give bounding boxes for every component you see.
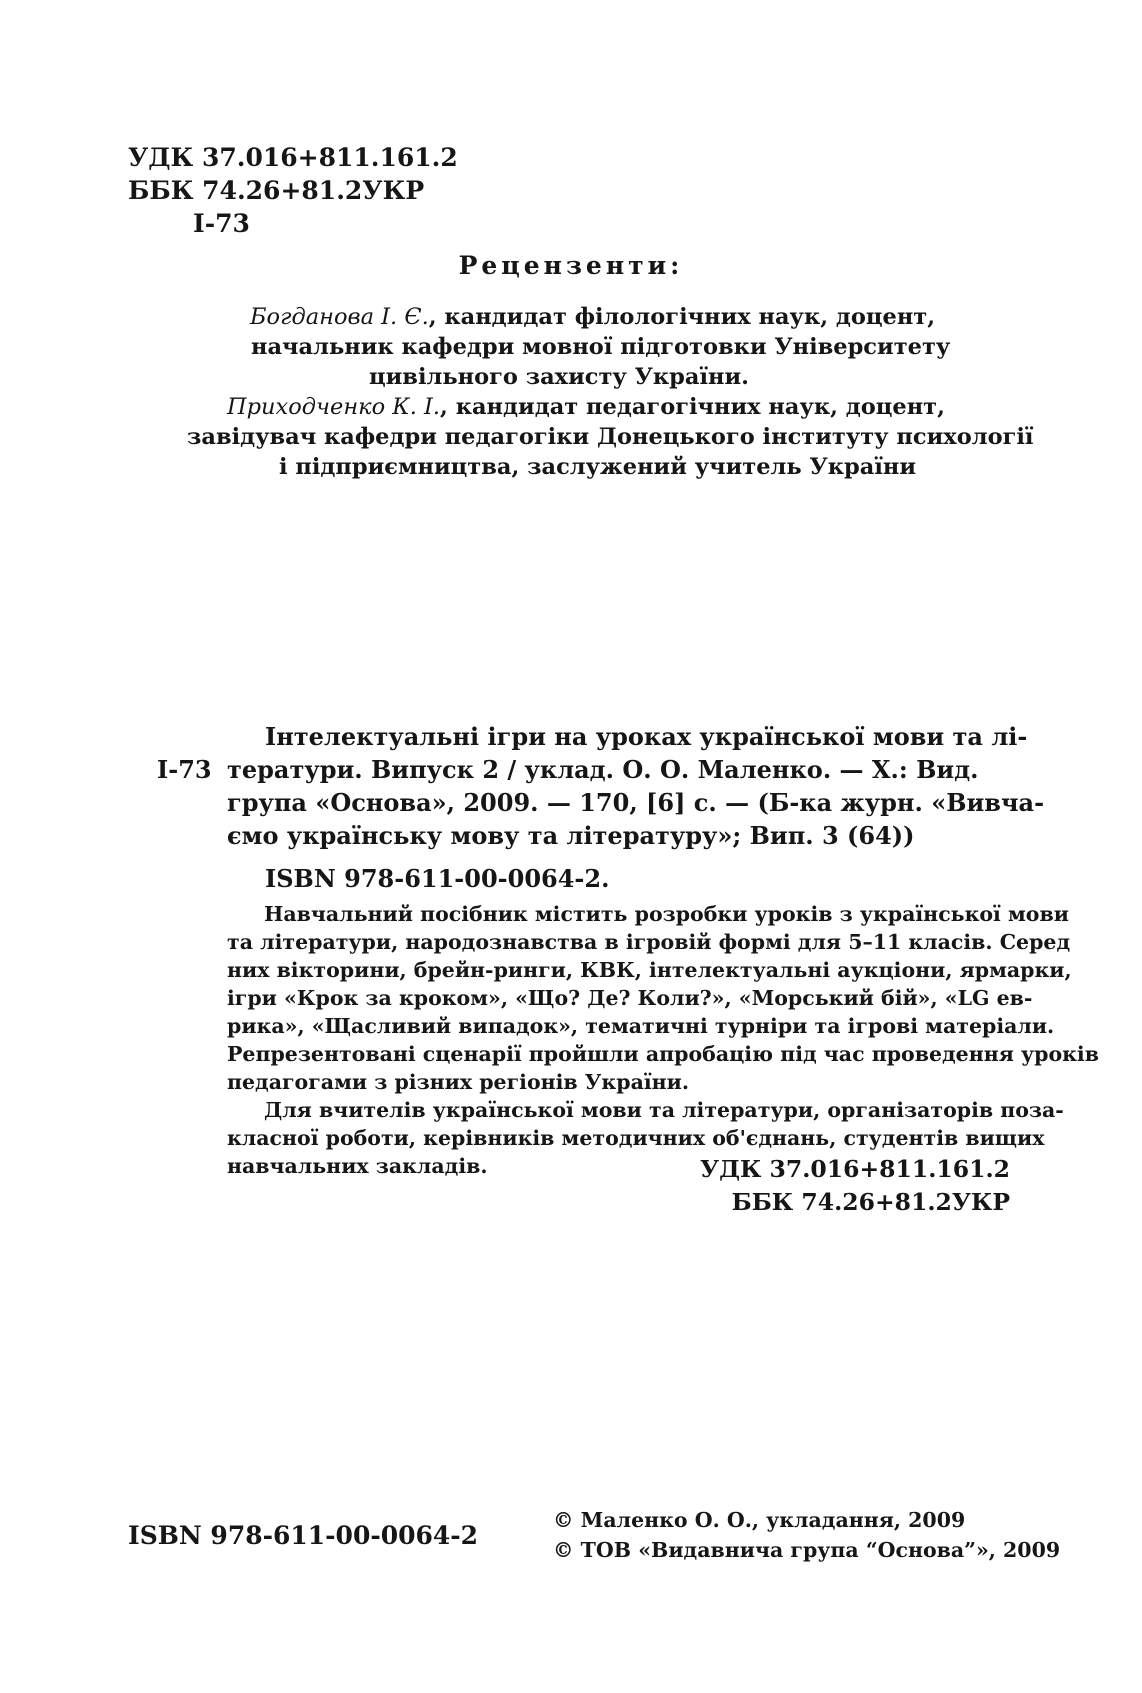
card-line-4: ємо українську мову та літературу»; Вип. 3 (64)) [227,821,915,850]
reviewer-2-credentials: , кандидат педагогічних наук, доцент, [440,394,945,420]
card-line-3: група «Основа», 2009. — 170, [6] с. — (Б-ка журн. «Вивча- [227,788,1045,817]
card-isbn: ISBN 978-611-00-0064-2. [265,864,610,893]
reviewer-1-line-3: цивільного захисту України. [369,364,750,390]
card-udk-code: УДК 37.016+811.161.2 [700,1155,1010,1183]
reviewer-1-credentials: , кандидат філологічних наук, доцент, [428,304,936,330]
author-mark: І-73 [193,209,250,238]
reviewer-1-name: Богданова І. Є. [250,304,429,330]
footer-isbn: ISBN 978-611-00-0064-2 [128,1521,479,1550]
annotation-p2-line-3: навчальних закладів. [227,1154,488,1178]
reviewer-2-line-2: завідувач кафедри педагогіки Донецького інституту психології [187,424,1034,450]
bbk-code: ББК 74.26+81.2УКР [128,176,425,205]
reviewer-2-line-3: і підприємництва, заслужений учитель України [279,454,917,480]
reviewers-title: Рецензенти: [458,251,684,280]
card-line-1: Інтелектуальні ігри на уроках української мови та лі- [265,722,1028,751]
annotation-p2-line-1: Для вчителів української мови та літератури, організаторів поза- [264,1098,1064,1122]
card-bbk-code: ББК 74.26+81.2УКР [731,1188,1010,1216]
annotation-p1-line-4: ігри «Крок за кроком», «Що? Де? Коли?», «Морський бій», «LG ев- [227,986,1033,1010]
card-line-2: тератури. Випуск 2 / уклад. О. О. Маленко. — Х.: Вид. [227,755,979,784]
card-index: І-73 [157,755,212,784]
annotation-p2-line-2: класної роботи, керівників методичних об'єднань, студентів вищих [227,1126,1045,1150]
card-classification [700,1153,1010,1219]
annotation-p1-line-2: та літератури, народознавства в ігровій формі для 5–11 класів. Серед [227,930,1071,954]
udk-code: УДК 37.016+811.161.2 [128,143,458,172]
annotation-p1-line-6: Репрезентовані сценарії пройшли апробацію під час проведення уроків [227,1042,1099,1066]
reviewer-1-line-1 [250,304,935,330]
top-classification [128,141,458,240]
reviewer-2-line-1 [227,394,945,420]
annotation-p1-line-7: педагогами з різних регіонів України. [227,1070,689,1094]
reviewer-2-name: Приходченко К. І. [227,394,441,420]
copyright-compiler: © Маленко О. О., укладання, 2009 [553,1508,966,1532]
annotation-p1-line-5: рика», «Щасливий випадок», тематичні турніри та ігрові матеріали. [227,1014,1055,1038]
annotation-p1-line-3: них вікторини, брейн-ринги, КВК, інтелектуальні аукціони, ярмарки, [227,958,1072,982]
copyright-publisher: © ТОВ «Видавнича група “Основа”», 2009 [553,1538,1061,1562]
reviewer-1-line-2: начальник кафедри мовної підготовки Університету [251,334,951,360]
annotation-p1-line-1: Навчальний посібник містить розробки уроків з української мови [264,902,1069,926]
